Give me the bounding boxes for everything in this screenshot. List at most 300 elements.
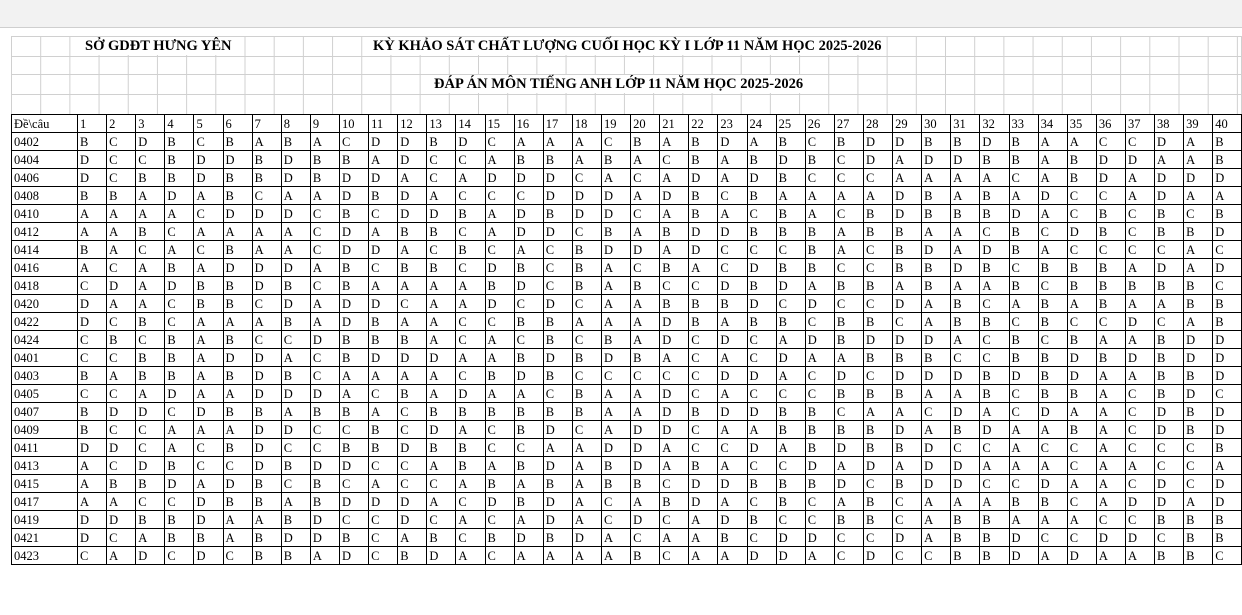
answer-cell[interactable]: D (514, 529, 543, 547)
answer-cell[interactable]: C (398, 457, 427, 475)
answer-cell[interactable]: D (339, 493, 368, 511)
question-number[interactable]: 13 (427, 115, 456, 133)
answer-cell[interactable]: B (252, 493, 281, 511)
answer-cell[interactable]: B (1096, 295, 1125, 313)
answer-cell[interactable]: B (893, 241, 922, 259)
exam-code-cell[interactable]: 0422 (12, 313, 78, 331)
answer-cell[interactable]: B (398, 547, 427, 565)
answer-cell[interactable]: B (223, 403, 252, 421)
answer-cell[interactable]: D (310, 511, 339, 529)
answer-cell[interactable]: A (805, 187, 834, 205)
answer-cell[interactable]: A (252, 133, 281, 151)
answer-cell[interactable]: A (660, 133, 689, 151)
answer-cell[interactable]: C (78, 331, 107, 349)
answer-cell[interactable]: A (427, 493, 456, 511)
answer-cell[interactable]: C (718, 187, 747, 205)
answer-cell[interactable]: D (1213, 475, 1242, 493)
question-number[interactable]: 34 (1038, 115, 1067, 133)
answer-cell[interactable]: D (252, 205, 281, 223)
answer-cell[interactable]: C (660, 367, 689, 385)
exam-code-cell[interactable]: 0420 (12, 295, 78, 313)
answer-cell[interactable]: B (165, 367, 194, 385)
answer-cell[interactable]: C (631, 367, 660, 385)
answer-cell[interactable]: C (107, 457, 136, 475)
answer-cell[interactable]: B (834, 385, 863, 403)
answer-cell[interactable]: C (1125, 241, 1154, 259)
answer-cell[interactable]: B (834, 133, 863, 151)
answer-cell[interactable]: D (78, 529, 107, 547)
answer-cell[interactable]: C (78, 547, 107, 565)
answer-cell[interactable]: A (1096, 403, 1125, 421)
answer-cell[interactable]: A (805, 205, 834, 223)
answer-cell[interactable]: C (1009, 385, 1038, 403)
exam-code-cell[interactable]: 0411 (12, 439, 78, 457)
answer-cell[interactable]: D (660, 403, 689, 421)
answer-cell[interactable]: C (601, 367, 630, 385)
answer-cell[interactable]: A (107, 367, 136, 385)
answer-cell[interactable]: A (980, 457, 1009, 475)
answer-cell[interactable]: C (1096, 511, 1125, 529)
exam-code-cell[interactable]: 0417 (12, 493, 78, 511)
answer-cell[interactable]: A (398, 241, 427, 259)
answer-cell[interactable]: D (805, 331, 834, 349)
answer-cell[interactable]: C (1155, 241, 1184, 259)
answer-cell[interactable]: B (1067, 169, 1096, 187)
answer-cell[interactable]: B (747, 151, 776, 169)
answer-cell[interactable]: B (1155, 331, 1184, 349)
answer-cell[interactable]: B (427, 439, 456, 457)
answer-cell[interactable]: B (456, 241, 485, 259)
answer-cell[interactable]: A (485, 223, 514, 241)
answer-cell[interactable]: C (572, 295, 601, 313)
answer-cell[interactable]: A (136, 295, 165, 313)
answer-cell[interactable]: A (310, 547, 339, 565)
answer-cell[interactable]: D (922, 241, 951, 259)
answer-cell[interactable]: A (689, 511, 718, 529)
answer-cell[interactable]: D (1155, 169, 1184, 187)
answer-cell[interactable]: D (863, 457, 892, 475)
answer-cell[interactable]: B (427, 223, 456, 241)
answer-cell[interactable]: A (718, 169, 747, 187)
answer-cell[interactable]: B (485, 403, 514, 421)
answer-cell[interactable]: D (456, 133, 485, 151)
answer-cell[interactable]: B (689, 313, 718, 331)
answer-cell[interactable]: A (427, 313, 456, 331)
answer-cell[interactable]: C (805, 367, 834, 385)
answer-cell[interactable]: B (601, 331, 630, 349)
exam-code-cell[interactable]: 0423 (12, 547, 78, 565)
answer-cell[interactable]: B (951, 421, 980, 439)
answer-cell[interactable]: C (485, 439, 514, 457)
answer-cell[interactable]: D (572, 205, 601, 223)
answer-cell[interactable]: D (252, 367, 281, 385)
question-number[interactable]: 32 (980, 115, 1009, 133)
answer-cell[interactable]: A (78, 259, 107, 277)
answer-cell[interactable]: A (427, 277, 456, 295)
answer-cell[interactable]: C (107, 349, 136, 367)
answer-cell[interactable]: D (660, 331, 689, 349)
answer-cell[interactable]: B (1067, 421, 1096, 439)
answer-cell[interactable]: D (660, 187, 689, 205)
answer-cell[interactable]: D (339, 313, 368, 331)
answer-cell[interactable]: C (456, 313, 485, 331)
answer-cell[interactable]: A (194, 331, 223, 349)
answer-cell[interactable]: A (718, 313, 747, 331)
answer-cell[interactable]: B (252, 475, 281, 493)
answer-cell[interactable]: D (776, 349, 805, 367)
answer-cell[interactable]: A (1038, 547, 1067, 565)
answer-cell[interactable]: D (1155, 493, 1184, 511)
answer-cell[interactable]: C (456, 367, 485, 385)
answer-cell[interactable]: D (1155, 133, 1184, 151)
answer-cell[interactable]: A (136, 187, 165, 205)
answer-cell[interactable]: C (136, 493, 165, 511)
answer-cell[interactable]: A (136, 529, 165, 547)
answer-cell[interactable]: C (107, 151, 136, 169)
answer-cell[interactable]: C (165, 403, 194, 421)
answer-cell[interactable]: D (281, 205, 310, 223)
answer-cell[interactable]: D (863, 151, 892, 169)
answer-cell[interactable]: A (281, 223, 310, 241)
answer-cell[interactable]: D (339, 547, 368, 565)
answer-cell[interactable]: B (165, 169, 194, 187)
answer-cell[interactable]: C (863, 241, 892, 259)
answer-cell[interactable]: B (834, 331, 863, 349)
answer-cell[interactable]: A (660, 349, 689, 367)
answer-cell[interactable]: B (951, 313, 980, 331)
answer-cell[interactable]: C (456, 529, 485, 547)
answer-cell[interactable]: C (980, 223, 1009, 241)
answer-cell[interactable]: D (339, 187, 368, 205)
exam-code-cell[interactable]: 0424 (12, 331, 78, 349)
answer-cell[interactable]: A (136, 385, 165, 403)
answer-cell[interactable]: C (339, 475, 368, 493)
answer-cell[interactable]: B (572, 403, 601, 421)
answer-cell[interactable]: C (572, 331, 601, 349)
answer-cell[interactable]: C (427, 241, 456, 259)
answer-cell[interactable]: D (1009, 547, 1038, 565)
answer-cell[interactable]: A (107, 223, 136, 241)
answer-cell[interactable]: D (369, 241, 398, 259)
answer-cell[interactable]: A (951, 187, 980, 205)
answer-cell[interactable]: B (136, 367, 165, 385)
answer-cell[interactable]: B (776, 313, 805, 331)
answer-cell[interactable]: B (601, 475, 630, 493)
question-number[interactable]: 16 (514, 115, 543, 133)
answer-cell[interactable]: A (660, 241, 689, 259)
answer-cell[interactable]: A (427, 295, 456, 313)
answer-cell[interactable]: A (398, 529, 427, 547)
answer-cell[interactable]: B (543, 403, 572, 421)
answer-cell[interactable]: B (893, 259, 922, 277)
answer-cell[interactable]: B (281, 277, 310, 295)
answer-cell[interactable]: B (514, 259, 543, 277)
answer-cell[interactable]: A (805, 349, 834, 367)
answer-cell[interactable]: A (1038, 241, 1067, 259)
answer-cell[interactable]: B (514, 493, 543, 511)
answer-cell[interactable]: A (660, 169, 689, 187)
answer-cell[interactable]: B (136, 475, 165, 493)
answer-cell[interactable]: C (165, 493, 194, 511)
answer-cell[interactable]: C (310, 241, 339, 259)
answer-cell[interactable]: A (78, 223, 107, 241)
answer-cell[interactable]: A (1096, 421, 1125, 439)
answer-cell[interactable]: C (980, 295, 1009, 313)
answer-cell[interactable]: D (660, 313, 689, 331)
answer-cell[interactable]: A (514, 511, 543, 529)
answer-cell[interactable]: D (863, 547, 892, 565)
answer-cell[interactable]: A (718, 349, 747, 367)
answer-cell[interactable]: B (281, 511, 310, 529)
answer-cell[interactable]: A (107, 295, 136, 313)
answer-cell[interactable]: D (747, 259, 776, 277)
answer-cell[interactable]: A (136, 277, 165, 295)
answer-cell[interactable]: A (1096, 439, 1125, 457)
answer-cell[interactable]: C (281, 439, 310, 457)
answer-cell[interactable]: C (834, 295, 863, 313)
answer-cell[interactable]: C (107, 169, 136, 187)
answer-cell[interactable]: D (893, 331, 922, 349)
answer-cell[interactable]: A (834, 241, 863, 259)
answer-cell[interactable]: C (136, 331, 165, 349)
answer-cell[interactable]: A (1096, 367, 1125, 385)
answer-cell[interactable]: A (776, 439, 805, 457)
answer-cell[interactable]: A (1096, 475, 1125, 493)
answer-cell[interactable]: C (107, 529, 136, 547)
answer-cell[interactable]: C (339, 421, 368, 439)
answer-cell[interactable]: A (951, 223, 980, 241)
answer-cell[interactable]: B (194, 277, 223, 295)
answer-cell[interactable]: B (1038, 367, 1067, 385)
answer-cell[interactable]: C (863, 529, 892, 547)
answer-cell[interactable]: C (1125, 133, 1154, 151)
answer-cell[interactable]: A (572, 313, 601, 331)
answer-cell[interactable]: A (718, 493, 747, 511)
answer-cell[interactable]: C (1009, 259, 1038, 277)
answer-cell[interactable]: B (1184, 511, 1213, 529)
answer-cell[interactable]: A (107, 547, 136, 565)
answer-cell[interactable]: B (631, 277, 660, 295)
answer-cell[interactable]: A (1067, 295, 1096, 313)
answer-cell[interactable]: B (136, 349, 165, 367)
answer-cell[interactable]: C (136, 151, 165, 169)
answer-cell[interactable]: B (223, 331, 252, 349)
answer-cell[interactable]: A (572, 493, 601, 511)
answer-cell[interactable]: A (689, 547, 718, 565)
answer-cell[interactable]: C (1184, 457, 1213, 475)
answer-cell[interactable]: B (893, 439, 922, 457)
answer-cell[interactable]: B (223, 133, 252, 151)
answer-cell[interactable]: B (78, 421, 107, 439)
answer-cell[interactable]: D (747, 169, 776, 187)
answer-cell[interactable]: A (1184, 313, 1213, 331)
answer-cell[interactable]: C (1038, 277, 1067, 295)
answer-cell[interactable]: B (1009, 493, 1038, 511)
answer-cell[interactable]: A (78, 475, 107, 493)
answer-cell[interactable]: D (718, 403, 747, 421)
answer-cell[interactable]: B (1067, 277, 1096, 295)
answer-cell[interactable]: C (485, 241, 514, 259)
answer-cell[interactable]: C (980, 475, 1009, 493)
answer-cell[interactable]: C (514, 187, 543, 205)
answer-cell[interactable]: A (922, 169, 951, 187)
answer-cell[interactable]: C (485, 313, 514, 331)
answer-cell[interactable]: B (485, 277, 514, 295)
answer-cell[interactable]: C (863, 259, 892, 277)
answer-cell[interactable]: D (922, 151, 951, 169)
question-number[interactable]: 23 (718, 115, 747, 133)
answer-cell[interactable]: A (747, 421, 776, 439)
answer-cell[interactable]: A (1096, 493, 1125, 511)
answer-cell[interactable]: A (631, 331, 660, 349)
answer-cell[interactable]: D (339, 241, 368, 259)
answer-cell[interactable]: B (951, 205, 980, 223)
answer-cell[interactable]: C (223, 457, 252, 475)
answer-cell[interactable]: B (601, 457, 630, 475)
answer-cell[interactable]: A (194, 385, 223, 403)
answer-cell[interactable]: A (456, 277, 485, 295)
answer-cell[interactable]: B (281, 133, 310, 151)
question-number[interactable]: 19 (601, 115, 630, 133)
answer-cell[interactable]: C (1009, 475, 1038, 493)
answer-cell[interactable]: B (980, 151, 1009, 169)
answer-cell[interactable]: A (456, 349, 485, 367)
answer-cell[interactable]: A (631, 313, 660, 331)
exam-code-cell[interactable]: 0402 (12, 133, 78, 151)
answer-cell[interactable]: C (834, 403, 863, 421)
answer-cell[interactable]: A (194, 349, 223, 367)
exam-code-cell[interactable]: 0407 (12, 403, 78, 421)
answer-cell[interactable]: D (78, 151, 107, 169)
question-number[interactable]: 29 (893, 115, 922, 133)
answer-cell[interactable]: A (572, 475, 601, 493)
answer-cell[interactable]: A (1067, 133, 1096, 151)
answer-cell[interactable]: C (165, 295, 194, 313)
answer-cell[interactable]: C (747, 205, 776, 223)
answer-cell[interactable]: B (776, 169, 805, 187)
answer-cell[interactable]: D (223, 475, 252, 493)
answer-cell[interactable]: A (1067, 511, 1096, 529)
answer-cell[interactable]: B (1067, 259, 1096, 277)
answer-cell[interactable]: A (922, 313, 951, 331)
answer-cell[interactable]: D (1067, 349, 1096, 367)
answer-cell[interactable]: B (747, 475, 776, 493)
answer-cell[interactable]: A (514, 133, 543, 151)
answer-cell[interactable]: B (107, 187, 136, 205)
answer-cell[interactable]: C (107, 385, 136, 403)
answer-cell[interactable]: B (165, 151, 194, 169)
answer-cell[interactable]: C (252, 331, 281, 349)
answer-cell[interactable]: A (310, 259, 339, 277)
answer-cell[interactable]: D (165, 385, 194, 403)
answer-cell[interactable]: B (310, 151, 339, 169)
answer-cell[interactable]: B (601, 223, 630, 241)
answer-cell[interactable]: B (1009, 241, 1038, 259)
answer-cell[interactable]: B (223, 295, 252, 313)
exam-code-cell[interactable]: 0401 (12, 349, 78, 367)
answer-cell[interactable]: D (718, 223, 747, 241)
answer-cell[interactable]: B (660, 493, 689, 511)
answer-cell[interactable]: A (689, 529, 718, 547)
answer-cell[interactable]: D (136, 133, 165, 151)
answer-cell[interactable]: B (951, 133, 980, 151)
answer-cell[interactable]: C (776, 295, 805, 313)
answer-cell[interactable]: C (1038, 439, 1067, 457)
answer-cell[interactable]: A (456, 295, 485, 313)
answer-cell[interactable]: A (281, 349, 310, 367)
answer-cell[interactable]: A (1125, 457, 1154, 475)
answer-cell[interactable]: C (631, 205, 660, 223)
answer-cell[interactable]: A (1184, 133, 1213, 151)
answer-cell[interactable]: C (398, 403, 427, 421)
answer-cell[interactable]: B (252, 529, 281, 547)
answer-cell[interactable]: A (572, 511, 601, 529)
answer-cell[interactable]: D (601, 187, 630, 205)
answer-cell[interactable]: A (718, 205, 747, 223)
answer-cell[interactable]: B (1184, 223, 1213, 241)
answer-cell[interactable]: B (980, 259, 1009, 277)
answer-cell[interactable]: C (689, 439, 718, 457)
answer-cell[interactable]: A (107, 241, 136, 259)
answer-cell[interactable]: B (747, 313, 776, 331)
answer-cell[interactable]: C (893, 313, 922, 331)
answer-cell[interactable]: A (601, 169, 630, 187)
answer-cell[interactable]: B (514, 421, 543, 439)
answer-cell[interactable]: C (631, 259, 660, 277)
answer-cell[interactable]: C (310, 421, 339, 439)
answer-cell[interactable]: A (922, 223, 951, 241)
answer-cell[interactable]: B (223, 439, 252, 457)
answer-cell[interactable]: D (398, 205, 427, 223)
answer-cell[interactable]: B (718, 529, 747, 547)
answer-cell[interactable]: B (863, 421, 892, 439)
answer-cell[interactable]: B (78, 403, 107, 421)
answer-cell[interactable]: B (1213, 295, 1242, 313)
answer-cell[interactable]: A (834, 349, 863, 367)
answer-cell[interactable]: A (922, 529, 951, 547)
answer-cell[interactable]: D (427, 205, 456, 223)
answer-cell[interactable]: B (543, 151, 572, 169)
answer-cell[interactable]: A (893, 151, 922, 169)
question-number[interactable]: 39 (1184, 115, 1213, 133)
answer-cell[interactable]: B (165, 349, 194, 367)
question-number[interactable]: 5 (194, 115, 223, 133)
answer-cell[interactable]: C (194, 133, 223, 151)
answer-cell[interactable]: C (1038, 223, 1067, 241)
answer-cell[interactable]: B (398, 223, 427, 241)
answer-cell[interactable]: D (805, 529, 834, 547)
answer-cell[interactable]: D (281, 385, 310, 403)
answer-cell[interactable]: D (980, 241, 1009, 259)
answer-cell[interactable]: B (1038, 313, 1067, 331)
answer-cell[interactable]: C (543, 385, 572, 403)
answer-cell[interactable]: B (980, 313, 1009, 331)
answer-cell[interactable]: A (951, 169, 980, 187)
exam-code-cell[interactable]: 0404 (12, 151, 78, 169)
answer-cell[interactable]: C (834, 169, 863, 187)
answer-cell[interactable]: D (252, 439, 281, 457)
answer-cell[interactable]: C (398, 421, 427, 439)
answer-cell[interactable]: C (776, 457, 805, 475)
answer-cell[interactable]: B (456, 457, 485, 475)
question-number[interactable]: 40 (1213, 115, 1242, 133)
answer-cell[interactable]: B (310, 475, 339, 493)
answer-cell[interactable]: D (485, 259, 514, 277)
answer-cell[interactable]: C (951, 439, 980, 457)
answer-cell[interactable]: D (1067, 223, 1096, 241)
answer-cell[interactable]: B (1096, 223, 1125, 241)
answer-cell[interactable]: C (369, 457, 398, 475)
